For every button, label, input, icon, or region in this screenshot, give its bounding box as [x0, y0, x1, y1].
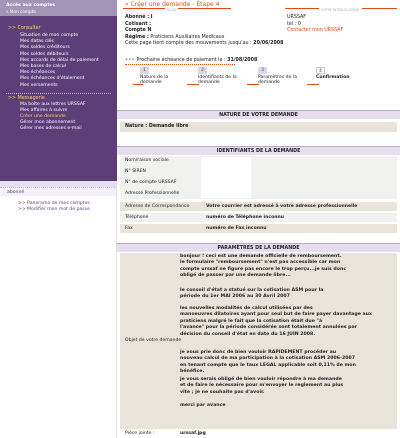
demande-paragraph	[180, 306, 390, 338]
compte-label: Compte N	[125, 28, 152, 34]
sidebar-header-title: Accès aux comptes	[6, 3, 56, 8]
field-value-fax: numéro de Fax inconnu	[206, 226, 267, 231]
objet-label: Objet de votre demande	[125, 338, 182, 343]
messaging-menu	[0, 102, 117, 133]
deadline-date: 31/08/2008	[227, 58, 258, 63]
regime-label: Régime :	[125, 34, 149, 40]
regime-value: Praticiens Auxiliaires Médicaux	[150, 34, 225, 40]
step-2[interactable]: 2 Identifiants de la demande	[198, 68, 237, 86]
field-label-siren: N° SIREN	[125, 169, 146, 174]
page-title: » Créer une demande - Étape 4	[125, 1, 220, 8]
field-label-telephone: Téléphone	[125, 215, 149, 220]
demande-line: décision du conseil d'état en date du 16 JUIN 2008.	[180, 331, 316, 337]
piece-jointe-value[interactable]: urssaf.jpg	[180, 431, 206, 436]
field-label-nom: Nom/raison sociale	[125, 158, 169, 163]
sidebar-section-messagerie: >> Messagerie	[8, 95, 45, 101]
sidebar-header	[0, 0, 117, 16]
cotisant-label: Cotisant :	[125, 21, 152, 27]
demande-line: période du 1er MAI 2006 au 30 Avril 2007	[180, 294, 290, 300]
demande-line: bénéfice.	[180, 369, 205, 375]
demande-line: et de faire le nécessaire pour m'envoyer le reglement au plus	[180, 383, 344, 389]
demande-line: je vous prie donc de bien vouloir RAPIDEMENT procéder au	[180, 350, 337, 355]
sidebar-header-link[interactable]: » Mon compte	[6, 9, 36, 14]
change-password-link[interactable]: >> Modifier mon mot de passe	[18, 207, 90, 212]
abonne-label: Abonné : I	[125, 15, 153, 20]
sidebar-panel	[0, 181, 117, 438]
sidebar-item-consult[interactable]: Mes datas clés	[20, 39, 54, 45]
consult-menu	[0, 33, 117, 89]
identity-value-box	[201, 157, 251, 198]
demande-line: compte urssaf ne figure pas encore le trop perçu...je suis donc	[180, 266, 347, 272]
demande-paragraph	[180, 288, 390, 301]
piece-jointe-label: Pièce jointe :	[125, 431, 155, 436]
sidebar-item-consult[interactable]: Mes échéances d'étalement	[20, 76, 85, 82]
sidebar-item-consult[interactable]: Mes échéances	[20, 70, 56, 76]
sidebar	[0, 0, 117, 438]
sidebar-item-messagerie[interactable]: Gérer mes adresses e-mail	[20, 126, 82, 132]
wizard-steps	[125, 67, 397, 93]
field-value-telephone: numéro de Téléphone inconnu	[206, 215, 285, 220]
main-content: » Créer une demande - Étape 4 VOUS VOTRE INTERLOCUTEUR Abonné : I Cotisant : Compte N Régime : Praticiens Auxiliaires Médicaux Cette page tient compte des mouvements jusqu'au : 20/06/2008 URSSAF tel : 0 Contacter mon URSSAF ••• Prochaine échéance de paiement le : 31/08/2008 1 Nature de la demande 2 Identifiants de la demande 3 Paramètres de la demande 4 Confirmation NATURE DE VOTRE DEMANDE Nature : Demande libre IDENTIFIANTS DE LA DEMANDE Nom/raison sociale N° SIREN N° de compte URSSAF Adresse Professionnelle Adresse de Correspondance Votre courrier est adressé à votre adresse professionnelle Téléphone numéro de Téléphone inconnu Fax numéro de Fax inconnu PARAMÈTRES DE LA DEMANDE Objet de votre demande bonjour ! ceci est une demande officielle de remboursement. le formulaire "remboursement" n'est pas accessible car mon compte urssaf ne figure pas encore le trop perçu...je suis donc obligé de passer par une demande libre... le conseil d'état a statué sur la cotisation ASM pour la période du 1er MAI 2006 au 30 Avril 2007 les nouvelles modalités de calcul utilisées par des manoeuvres dilatoires ayant pour seul but de faire payer davantage aux praticiens malgré le fait que la cotisation était due "à l'avance" pour la période considérée sont totalement annulées par décision du conseil d'état en date du 16 JUIN 2008. je vous prie donc de bien vouloir RAPIDEMENT procéder au nouveau calcul de ma participation à la cotisation ASM 2006-2007 en tenant compte que le taux LEGAL applicable soit 0,11% de mon bénéfice. je vous serais obligé de bien vouloir répondre à ma demande et de faire le nécessaire pour m'envoyer le reglement au plus vite ; je ne souhaite pas d'avoir. merci par avance Pièce jointe : urssaf.jpg	[117, 0, 400, 438]
nature-section-title: NATURE DE VOTRE DEMANDE	[117, 110, 400, 119]
account-info	[125, 15, 283, 48]
demande-line: vite ; je ne souhaite pas d'avoir.	[180, 389, 265, 395]
sidebar-item-consult[interactable]: Mes bases de calcul	[20, 63, 66, 69]
sidebar-item-messagerie[interactable]: Mes affaires à suivre	[20, 107, 68, 113]
field-label-fax: Fax	[125, 226, 133, 231]
contact-info	[287, 15, 343, 35]
sidebar-item-consult[interactable]: Mes soldes créditeurs	[20, 45, 70, 51]
step-4: 4 Confirmation	[316, 69, 350, 80]
org-name: URSSAF	[287, 15, 307, 20]
sidebar-item-consult[interactable]: Mes accords de délai de paiement	[20, 57, 99, 63]
demande-line: nouveau calcul de ma participation à la cotisation ASM 2006-2007	[180, 356, 356, 362]
demande-line: manoeuvres dilatoires ayant pour seul but de faire payer davantage aux	[180, 312, 373, 318]
step-1[interactable]: 1 Nature de la demande	[140, 68, 169, 86]
demande-paragraph	[180, 403, 390, 409]
next-deadline	[125, 58, 257, 63]
demande-line: en tenant compte que le taux LEGAL applicable soit 0,11% de mon	[180, 362, 356, 368]
step-3[interactable]: 3 Paramètres de la demande	[258, 68, 297, 86]
identifiants-section-title: IDENTIFIANTS DE LA DEMANDE	[117, 146, 400, 155]
demande-line: je vous serais obligé de bien vouloir répondre à ma demande	[180, 377, 342, 382]
nature-value: Nature : Demande libre	[125, 124, 189, 129]
demande-line: bonjour ! ceci est une demande officielle de remboursement.	[180, 254, 342, 259]
field-label-correspondance: Adresse de Correspondance	[125, 204, 190, 209]
demande-paragraph	[180, 350, 390, 376]
sidebar-item-messagerie[interactable]: Gérer mon abonnement	[20, 120, 76, 126]
sidebar-section-consulter: >> Consulter	[8, 26, 41, 31]
deadline-bullets: •••	[125, 58, 135, 63]
demande-line: l'avance" pour la période considérée sont totalement annulées par	[180, 325, 357, 331]
contact-urssaf-link[interactable]: Contacter mon URSSAF	[287, 28, 344, 34]
demande-line: praticiens malgré le fait que la cotisation était due "à	[180, 318, 323, 324]
org-tel: tel : 0	[287, 21, 301, 27]
panel-label: abonné	[0, 187, 116, 196]
field-value-correspondance: Votre courrier est adressé à votre adresse professionnelle	[206, 204, 358, 209]
parametres-section-title: PARAMÈTRES DE LA DEMANDE	[117, 243, 400, 252]
deadline-text: Prochaine échéance de paiement le :	[136, 58, 226, 63]
demande-line: le conseil d'état a statué sur la cotisation ASM pour la	[180, 288, 324, 293]
sidebar-item-messagerie[interactable]: Ma boîte aux lettres URSSAF	[20, 101, 86, 107]
demande-line: obligé de passer par une demande libre...	[180, 273, 291, 279]
demande-paragraph	[180, 377, 390, 396]
mouvements-date: 20/06/2008	[253, 41, 284, 47]
field-label-adresse-pro: Adresse Professionnelle	[125, 191, 180, 196]
sidebar-item-consult[interactable]: Mes versements	[20, 82, 58, 88]
demande-line: le formulaire "remboursement" n'est pas accessible car mon	[180, 260, 341, 266]
sidebar-item-consult[interactable]: Situation de mon compte	[20, 33, 79, 38]
sidebar-item-consult[interactable]: Mes soldes débiteurs	[20, 51, 69, 57]
demande-line: merci par avance	[180, 403, 226, 408]
demande-paragraph	[180, 254, 390, 280]
panorama-link[interactable]: >> Panorama de mes comptes	[18, 201, 90, 206]
mouvements-text: Cette page tient compte des mouvements jusqu'au :	[125, 41, 252, 47]
demande-line: les nouvelles modalités de calcul utilisées par des	[180, 306, 313, 311]
sidebar-item-messagerie[interactable]: Créer une demande	[20, 114, 66, 120]
field-label-compte: N° de compte URSSAF	[125, 180, 177, 185]
